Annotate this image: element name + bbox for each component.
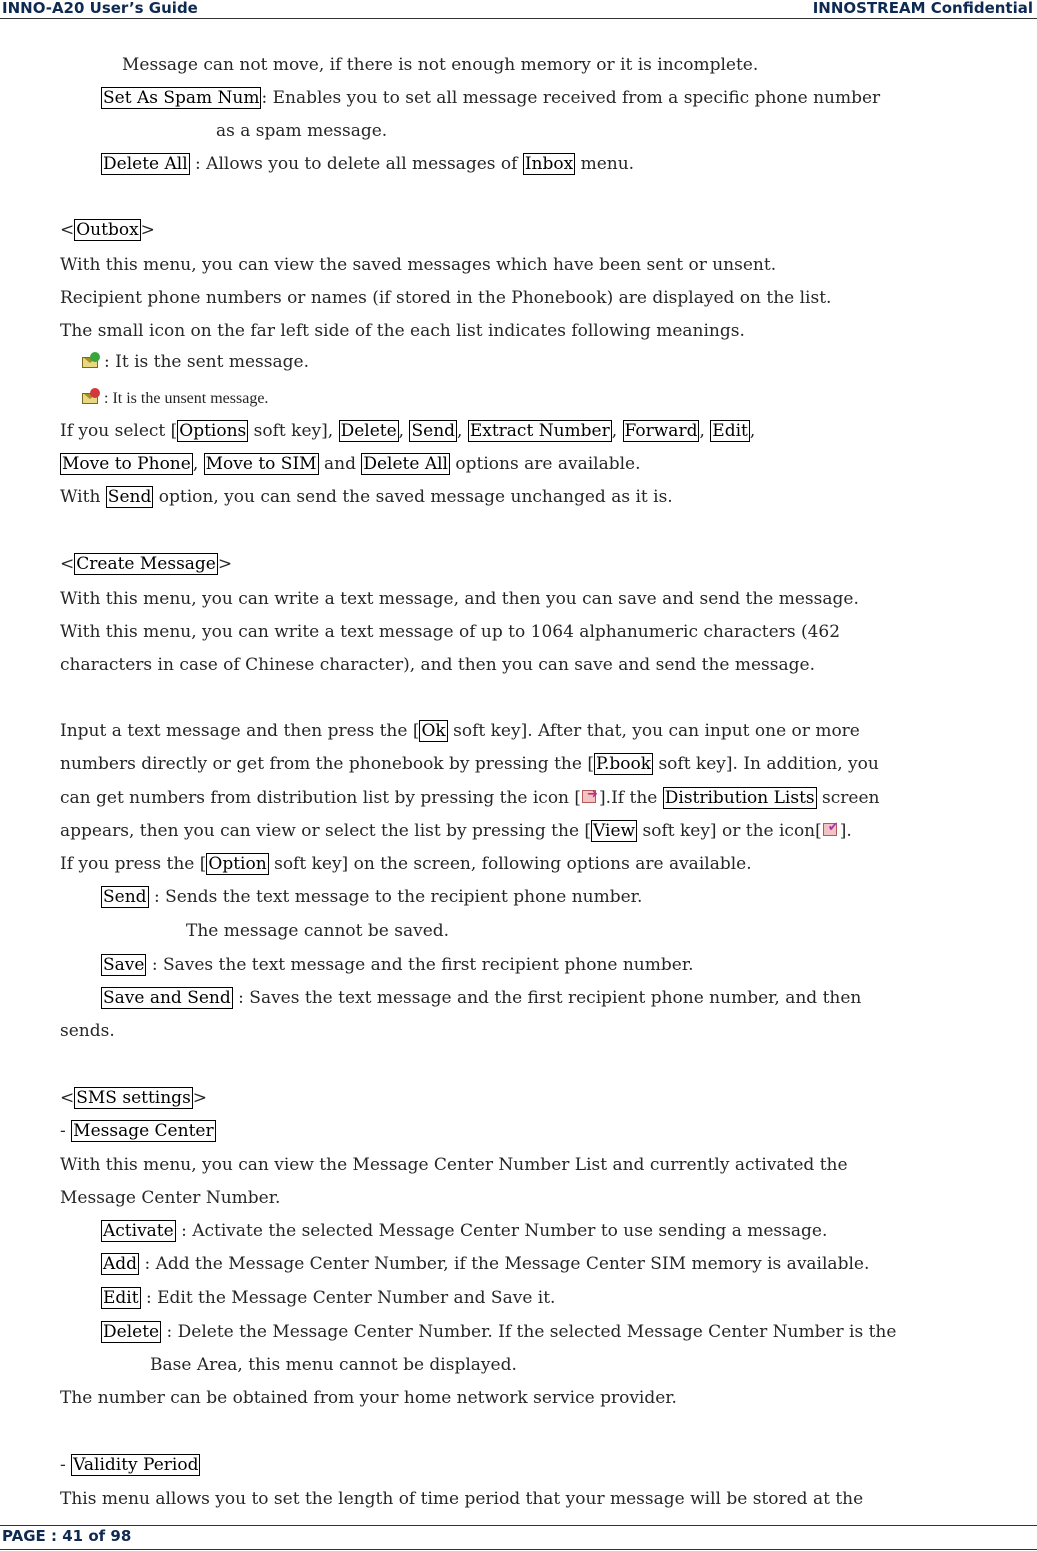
- delete-all-line: Delete All : Allows you to delete all messages of Inbox menu.: [103, 154, 635, 174]
- outbox-para-2: Recipient phone numbers or names (if stored in the Phonebook) are displayed on the list.: [60, 288, 832, 308]
- mc-delete-label: Delete: [103, 1322, 160, 1342]
- spam-option-label: Set As Spam Num: [103, 88, 260, 108]
- mc-edit-label: Edit: [103, 1288, 139, 1308]
- pbook-label: P.book: [595, 754, 652, 774]
- create-heading: < Create Message >: [60, 554, 233, 574]
- message-center-title: Message Center: [73, 1121, 214, 1141]
- outbox-send-label: Send: [107, 487, 152, 507]
- footer-rule-top: [0, 1525, 1037, 1526]
- create-send-cont: The message cannot be saved.: [186, 921, 450, 941]
- header-rule: [0, 18, 1037, 19]
- validity-period-title: Validity Period: [73, 1455, 199, 1475]
- send-label: Send: [411, 421, 456, 441]
- create-save-send-line: Save and Send : Saves the text message and the first recipient phone number, and then: [103, 988, 862, 1008]
- message-center-heading: - Message Center: [60, 1121, 214, 1141]
- create-input-3: can get numbers from distribution list by pressing the icon [ ➜ ].If the Distribution Lists screen: [60, 787, 880, 808]
- spam-option-line: Set As Spam Num : Enables you to set all message received from a specific phone number: [103, 88, 881, 108]
- view-list-icon: ✔: [822, 821, 840, 839]
- activate-label: Activate: [103, 1221, 174, 1241]
- edit-label: Edit: [712, 421, 748, 441]
- outbox-title: Outbox: [76, 220, 139, 240]
- mc-note: The number can be obtained from your home network service provider.: [60, 1388, 677, 1408]
- mc-delete-line: Delete : Delete the Message Center Number. If the selected Message Center Number is the: [103, 1322, 897, 1342]
- mc-para-2: Message Center Number.: [60, 1188, 281, 1208]
- create-title: Create Message: [76, 554, 216, 574]
- create-send-label: Send: [103, 887, 147, 907]
- forward-label: Forward: [624, 421, 698, 441]
- move-to-sim-label: Move to SIM: [205, 454, 317, 474]
- unsent-legend: : It is the unsent message.: [80, 388, 268, 410]
- ok-label: Ok: [421, 721, 446, 741]
- outbox-para-3: The small icon on the far left side of the each list indicates following meanings.: [60, 321, 745, 341]
- options-label: Options: [179, 421, 247, 441]
- create-input-4: appears, then you can view or select the list by pressing the [ View soft key] or the icon[ ✔ ].: [60, 820, 852, 841]
- create-save-label: Save: [103, 955, 145, 975]
- validity-period-heading: - Validity Period: [60, 1455, 199, 1475]
- inbox-note: Message can not move, if there is not enough memory or it is incomplete.: [122, 55, 759, 75]
- outbox-options-line-2: Move to Phone , Move to SIM and Delete All options are available.: [62, 454, 641, 474]
- create-para-3: characters in case of Chinese character), and then you can save and send the message.: [60, 655, 815, 675]
- create-para-1: With this menu, you can write a text message, and then you can save and send the message.: [60, 589, 859, 609]
- create-input-1: Input a text message and then press the [ Ok soft key]. After that, you can input one or more: [60, 721, 860, 741]
- move-to-phone-label: Move to Phone: [62, 454, 191, 474]
- header-confidential: INNOSTREAM Confidential: [812, 0, 1033, 17]
- outbox-send-desc: With Send option, you can send the saved message unchanged as it is.: [60, 487, 673, 507]
- page-header: [0, 0, 1037, 18]
- page-number: PAGE : 41 of 98: [2, 1527, 132, 1545]
- sent-message-icon: [80, 352, 102, 370]
- sms-settings-title: SMS settings: [76, 1088, 191, 1108]
- mc-edit-line: Edit : Edit the Message Center Number and Save it.: [103, 1288, 556, 1308]
- mc-activate-line: Activate : Activate the selected Message Center Number to use sending a message.: [103, 1221, 828, 1241]
- create-save-line: Save : Saves the text message and the first recipient phone number.: [103, 955, 694, 975]
- outbox-delete-all-label: Delete All: [363, 454, 448, 474]
- inbox-label: Inbox: [524, 154, 574, 174]
- outbox-para-1: With this menu, you can view the saved messages which have been sent or unsent.: [60, 255, 777, 275]
- view-label: View: [593, 821, 636, 841]
- mc-delete-cont: Base Area, this menu cannot be displayed.: [150, 1355, 517, 1375]
- distribution-list-icon: ➜: [581, 788, 599, 806]
- mc-para-1: With this menu, you can view the Message Center Number List and currently activated the: [60, 1155, 848, 1175]
- option-label: Option: [208, 854, 267, 874]
- spam-option-cont: as a spam message.: [216, 121, 388, 141]
- page-footer: [0, 1525, 1037, 1551]
- outbox-options-line: If you select [ Options soft key], Delete , Send , Extract Number , Forward , Edit ,: [60, 421, 756, 441]
- footer-rule-bottom: [0, 1549, 1037, 1550]
- create-input-5: If you press the [ Option soft key] on the screen, following options are available.: [60, 854, 752, 874]
- create-send-line: Send : Sends the text message to the recipient phone number.: [103, 887, 643, 907]
- create-save-send-cont: sends.: [60, 1021, 115, 1041]
- add-label: Add: [103, 1254, 138, 1274]
- sms-heading: < SMS settings >: [60, 1088, 208, 1108]
- distribution-lists-label: Distribution Lists: [664, 788, 815, 808]
- delete-all-label: Delete All: [103, 154, 188, 174]
- sent-legend: : It is the sent message.: [80, 351, 309, 373]
- outbox-heading: < Outbox >: [60, 220, 155, 240]
- vp-para-1: This menu allows you to set the length of time period that your message will be stored at the: [60, 1489, 864, 1509]
- create-para-2: With this menu, you can write a text message of up to 1064 alphanumeric characters (462: [60, 622, 841, 642]
- create-input-2: numbers directly or get from the phonebook by pressing the [ P.book soft key]. In addition, you: [60, 754, 879, 774]
- delete-label: Delete: [340, 421, 397, 441]
- extract-number-label: Extract Number: [469, 421, 610, 441]
- unsent-message-icon: [80, 388, 102, 406]
- mc-add-line: Add : Add the Message Center Number, if the Message Center SIM memory is available.: [103, 1254, 870, 1274]
- save-and-send-label: Save and Send: [103, 988, 231, 1008]
- header-doc-title: INNO-A20 User’s Guide: [2, 0, 198, 17]
